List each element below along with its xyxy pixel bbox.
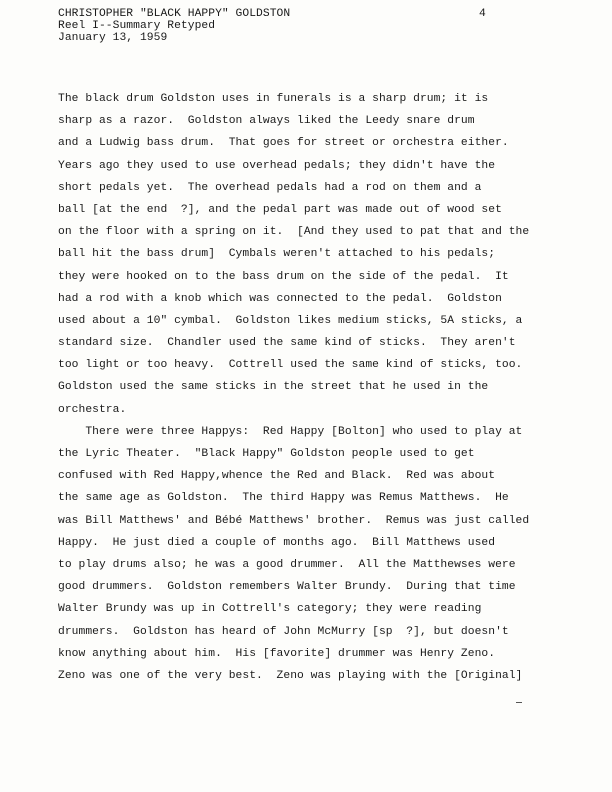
body-text-line: the Lyric Theater. "Black Happy" Goldston people used to get: [58, 448, 475, 460]
body-text-line: was Bill Matthews' and Bébé Matthews' brother. Remus was just called: [58, 514, 530, 527]
body-text-line: know anything about him. His [favorite] drummer was Henry Zeno.: [58, 647, 496, 660]
body-text-line: Happy. He just died a couple of months ago. Bill Matthews used: [58, 536, 496, 549]
document-body: [58, 88, 588, 687]
body-text-line: confused with Red Happy,whence the Red and Black. Red was about: [58, 470, 496, 483]
header-date: January 13, 1959: [58, 32, 168, 44]
body-text-line: Years ago they used to use overhead pedals; they didn't have the: [58, 159, 496, 172]
body-text-line: to play drums also; he was a good drummer. All the Matthewses were: [58, 558, 516, 571]
body-text-line: drummers. Goldston has heard of John McMurry [sp ?], but doesn't: [58, 625, 509, 638]
body-text-line: they were hooked on to the bass drum on the side of the pedal. It: [58, 270, 509, 283]
body-text-line: Goldston used the same sticks in the street that he used in the: [58, 381, 489, 394]
body-text-line: There were three Happys: Red Happy [Bolton] who used to play at: [58, 425, 523, 438]
body-text-line: ball hit the bass drum] Cymbals weren't attached to his pedals;: [58, 248, 496, 261]
document-header: [58, 8, 290, 44]
body-text-line: on the floor with a spring on it. [And they used to pat that and the: [58, 226, 530, 239]
body-text-line: used about a 10" cymbal. Goldston likes medium sticks, 5A sticks, a: [58, 314, 523, 327]
margin-mark: [516, 702, 522, 703]
body-text-line: sharp as a razor. Goldston always liked the Leedy snare drum: [58, 115, 475, 128]
body-text-line: the same age as Goldston. The third Happy was Remus Matthews. He: [58, 492, 509, 505]
header-reel: Reel I--Summary Retyped: [58, 20, 216, 32]
body-text-line: too light or too heavy. Cottrell used the same kind of sticks, too.: [58, 359, 523, 372]
page-number: 4: [479, 8, 486, 20]
body-text-line: Walter Brundy was up in Cottrell's category; they were reading: [58, 603, 482, 616]
body-text-line: short pedals yet. The overhead pedals had a rod on them and a: [58, 181, 482, 194]
body-text-line: standard size. Chandler used the same kind of sticks. They aren't: [58, 337, 516, 350]
body-text-line: orchestra.: [58, 403, 127, 416]
body-text-line: had a rod with a knob which was connected to the pedal. Goldston: [58, 292, 502, 305]
body-text-line: and a Ludwig bass drum. That goes for street or orchestra either.: [58, 137, 509, 150]
header-title: CHRISTOPHER "BLACK HAPPY" GOLDSTON: [58, 8, 291, 20]
body-text-line: The black drum Goldston uses in funerals is a sharp drum; it is: [58, 93, 489, 105]
body-text-line: ball [at the end ?], and the pedal part was made out of wood set: [58, 203, 502, 216]
body-text-line: Zeno was one of the very best. Zeno was playing with the [Original]: [58, 669, 523, 682]
body-text-line: good drummers. Goldston remembers Walter Brundy. During that time: [58, 581, 516, 594]
